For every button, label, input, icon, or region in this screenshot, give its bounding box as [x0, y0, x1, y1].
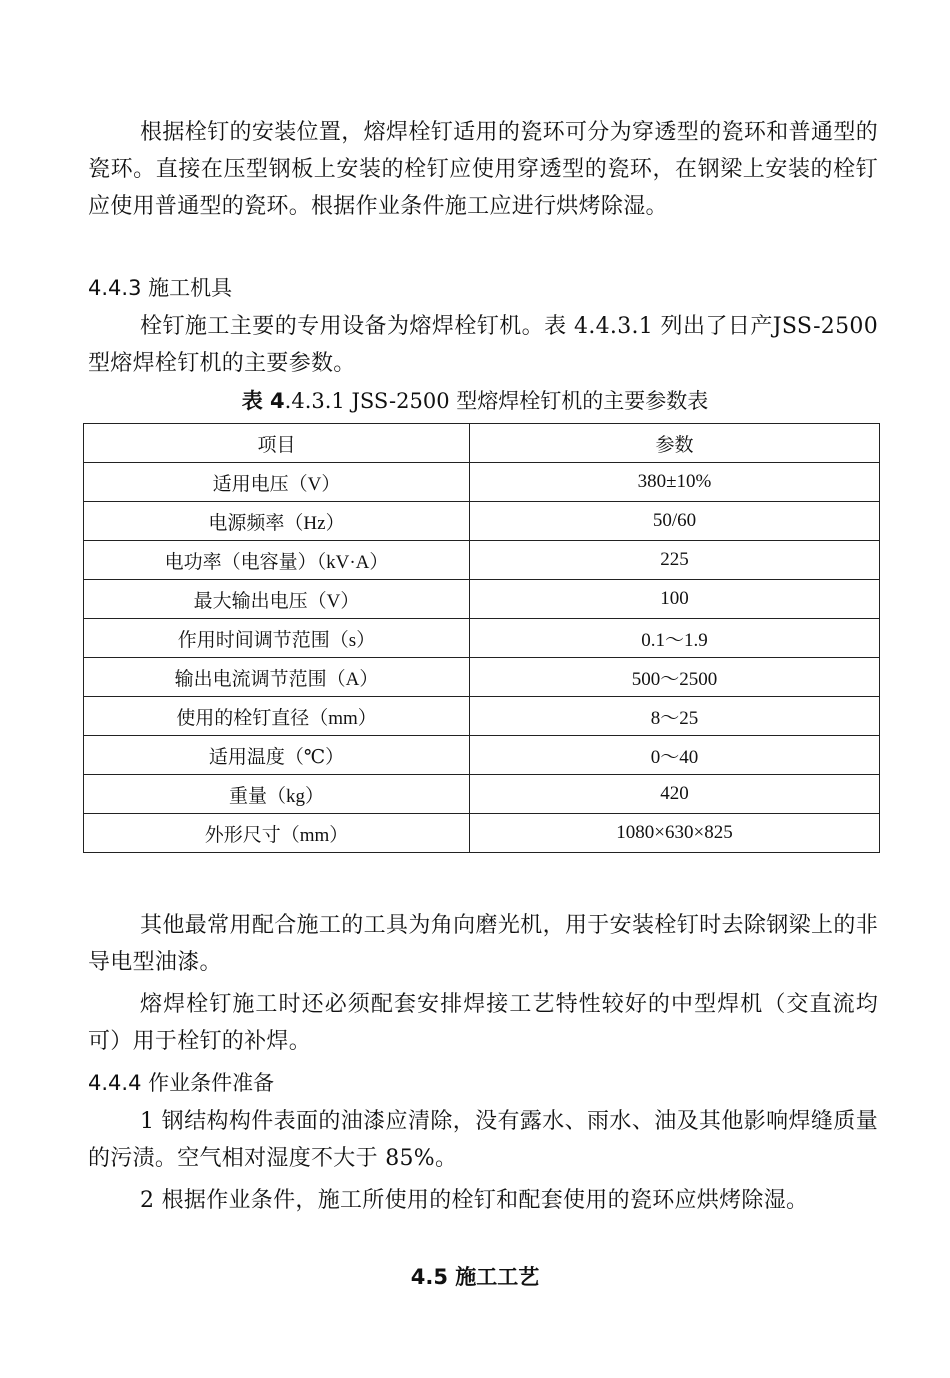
row-label: 作用时间调节范围（s） [84, 619, 470, 658]
row-label: 重量（kg） [84, 775, 470, 814]
heading-4-4-4: 4.4.4 作业条件准备 [88, 1071, 275, 1095]
table-caption [0, 386, 950, 416]
row-label: 最大输出电压（V） [84, 580, 470, 619]
row-value: 100 [470, 580, 880, 619]
row-value: 225 [470, 541, 880, 580]
row-value: 420 [470, 775, 880, 814]
table-header-row [84, 424, 880, 463]
parameter-table [83, 423, 880, 853]
paragraph-welder: 熔焊栓钉施工时还必须配套安排焊接工艺特性较好的中型焊机（交直流均可）用于栓钉的补焊。 [88, 992, 878, 1054]
table-row [84, 736, 880, 775]
paragraph-ceramic-ring: 根据栓钉的安装位置，熔焊栓钉适用的瓷环可分为穿透型的瓷环和普通型的瓷环。直接在压型钢板上安装的栓钉应使用穿透型的瓷环，在钢梁上安装的栓钉应使用普通型的瓷环。根据作业条件施工应进行烘烤除湿。 [88, 120, 878, 219]
row-label: 使用的栓钉直径（mm） [84, 697, 470, 736]
table-row [84, 502, 880, 541]
table-row [84, 541, 880, 580]
row-label: 适用温度（℃） [84, 736, 470, 775]
table-caption-text: .4.3.1 JSS-2500 型熔焊栓钉机的主要参数表 [284, 389, 709, 413]
row-label: 电源频率（Hz） [84, 502, 470, 541]
heading-4-4-3: 4.4.3 施工机具 [88, 276, 233, 300]
row-value: 0～40 [470, 736, 880, 775]
row-label: 外形尺寸（mm） [84, 814, 470, 853]
row-label: 输出电流调节范围（A） [84, 658, 470, 697]
heading-4-5: 4.5 施工工艺 [410, 1265, 540, 1289]
table-row [84, 697, 880, 736]
row-value: 1080×630×825 [470, 814, 880, 853]
row-value: 500～2500 [470, 658, 880, 697]
table-row [84, 814, 880, 853]
row-value: 8～25 [470, 697, 880, 736]
paragraph-condition-2: 2 根据作业条件，施工所使用的栓钉和配套使用的瓷环应烘烤除湿。 [140, 1188, 809, 1213]
table-row [84, 658, 880, 697]
row-value: 380±10% [470, 463, 880, 502]
table-row [84, 463, 880, 502]
table-caption-prefix: 表 4 [241, 389, 285, 413]
row-label: 电功率（电容量）（kV·A） [84, 541, 470, 580]
row-value: 0.1～1.9 [470, 619, 880, 658]
header-value: 参数 [470, 424, 880, 463]
table-row [84, 775, 880, 814]
header-item: 项目 [84, 424, 470, 463]
table-row [84, 619, 880, 658]
table-row [84, 580, 880, 619]
row-label: 适用电压（V） [84, 463, 470, 502]
row-value: 50/60 [470, 502, 880, 541]
paragraph-grinder: 其他最常用配合施工的工具为角向磨光机，用于安装栓钉时去除钢梁上的非导电型油漆。 [88, 913, 878, 975]
paragraph-condition-1: 1 钢结构构件表面的油漆应清除，没有露水、雨水、油及其他影响焊缝质量的污渍。空气相对湿度不大于 85%。 [88, 1109, 878, 1171]
paragraph-equipment: 栓钉施工主要的专用设备为熔焊栓钉机。表 4.4.3.1 列出了日产JSS-2500 型熔焊栓钉机的主要参数。 [88, 314, 878, 376]
